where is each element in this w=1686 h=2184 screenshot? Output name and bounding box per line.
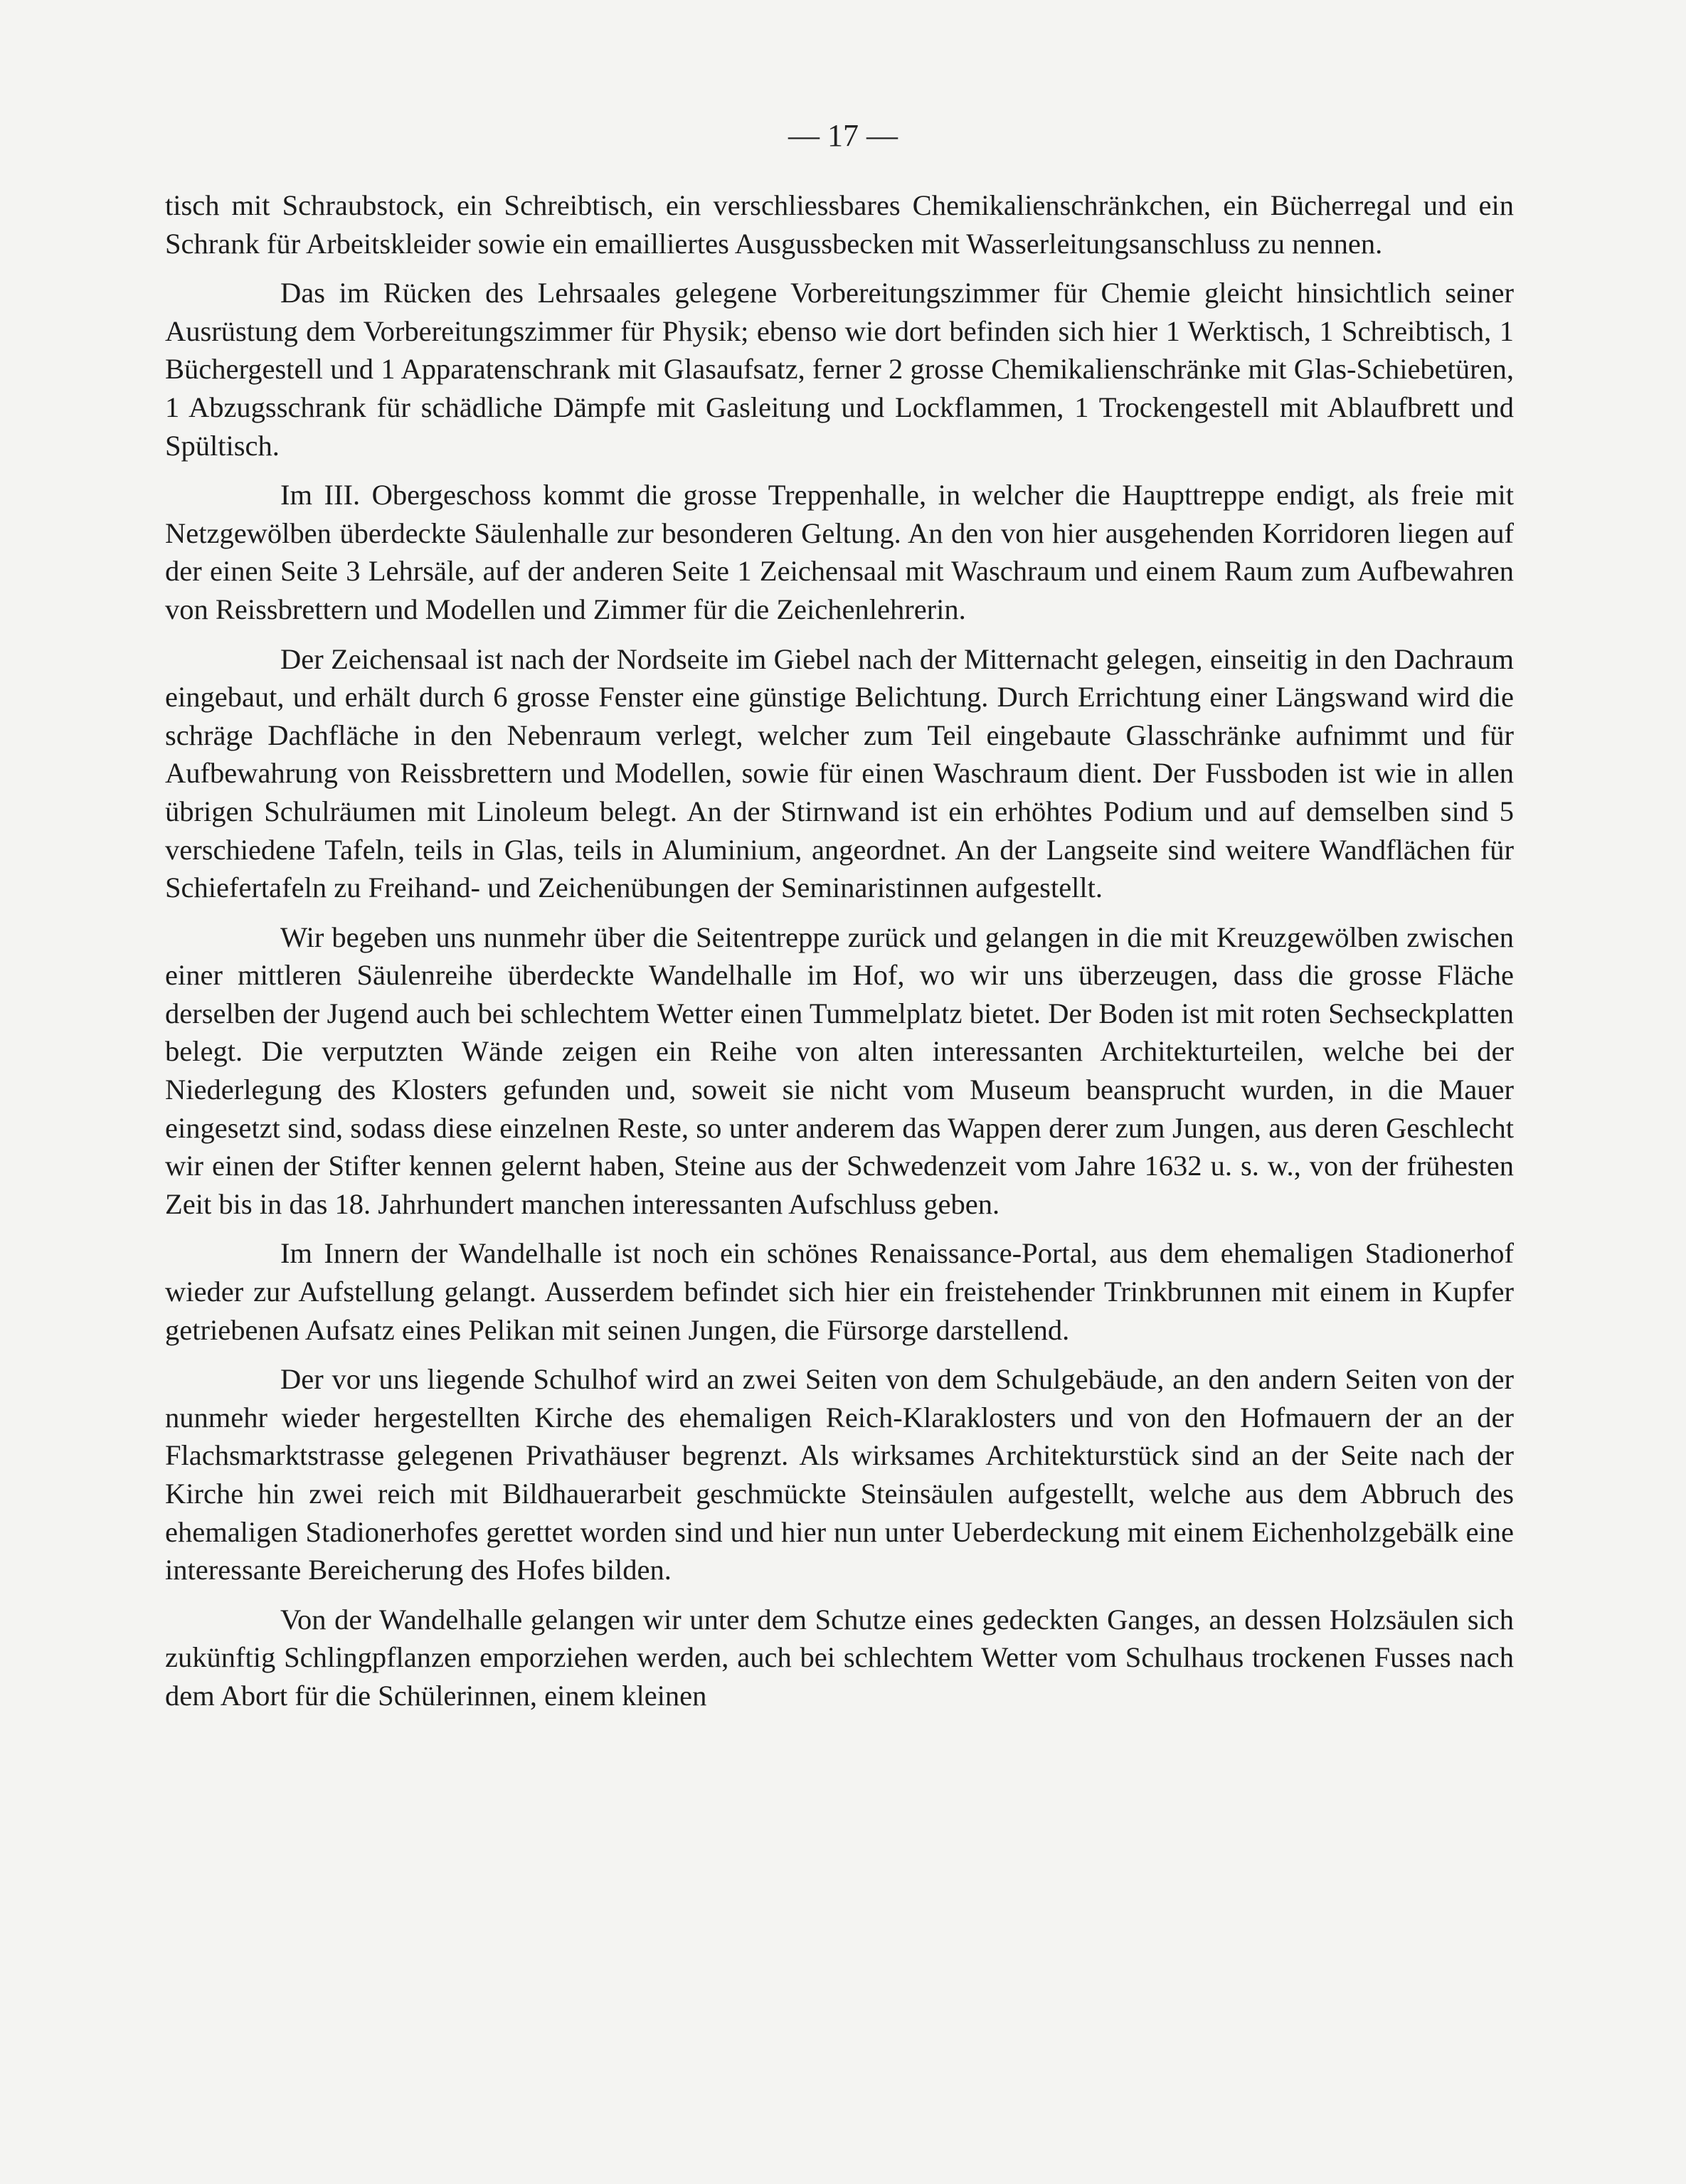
page-number: — 17 — (788, 118, 898, 153)
paragraph-renaissance-portal: Im Innern der Wandelhalle ist noch ein schönes Renaissance-Portal, aus dem ehemaligen Stadionerhof wieder zur Aufstellung gelangt. Ausserdem befindet sich hier ein freistehender Trinkbrunnen mit einem in Kupfer getriebenen Aufsatz eines Pelikan mit seinen Jungen, die Fürsorge darstellend. (165, 1237, 1514, 1346)
paragraph-continuation: tisch mit Schraubstock, ein Schreibtisch, ein verschliessbares Chemikalienschränkchen, ein Bücherregal und ein Schrank für Arbeitskleider sowie ein emailliertes Ausgussbecken mit Wasserleitungsanschluss zu nennen. (165, 189, 1514, 260)
body-text (165, 186, 1514, 1727)
paragraph-chemistry-prep-room: Das im Rücken des Lehrsaales gelegene Vorbereitungszimmer für Chemie gleicht hinsichtlich seiner Ausrüstung dem Vorbereitungszimmer für Physik; ebenso wie dort befinden sich hier 1 Werktisch, 1 Schreibtisch, 1 Büchergestell und 1 Apparatenschrank mit Glasaufsatz, ferner 2 grosse Chemikalienschränke mit Glas-Schiebetüren, 1 Abzugsschrank für schädliche Dämpfe mit Gasleitung und Lockflammen, 1 Trockengestell mit Ablaufbrett und Spültisch. (165, 277, 1514, 462)
paragraph-drawing-hall: Der Zeichensaal ist nach der Nordseite im Giebel nach der Mitternacht gelegen, einseitig in den Dachraum eingebaut, und erhält durch 6 grosse Fenster eine günstige Belichtung. Durch Errichtung einer Längswand wird die schräge Dachfläche in den Nebenraum verlegt, welcher zum Teil eingebaute Glasschränke aufnimmt und für Aufbewahrung von Reissbrettern und Modellen, sowie für einen Waschraum dient. Der Fussboden ist wie in allen übrigen Schulräumen mit Linoleum belegt. An der Stirnwand ist ein erhöhtes Podium und auf demselben sind 5 verschiedene Tafeln, teils in Glas, teils in Aluminium, angeordnet. An der Langseite sind weitere Wandflächen für Schiefertafeln zu Freihand- und Zeichenübungen der Seminaristinnen aufgestellt. (165, 642, 1514, 904)
paragraph-covered-passage: Von der Wandelhalle gelangen wir unter dem Schutze eines gedeckten Ganges, an dessen Holzsäulen sich zukünftig Schlingpflanzen emporziehen werden, auch bei schlechtem Wetter vom Schulhaus trockenen Fusses nach dem Abort für die Schülerinnen, einem kleinen (165, 1603, 1514, 1712)
paragraph-wandelhalle: Wir begeben uns nunmehr über die Seitentreppe zurück und gelangen in die mit Kreuzgewölben zwischen einer mittleren Säulenreihe überdeckte Wandelhalle im Hof, wo wir uns überzeugen, dass die grosse Fläche derselben der Jugend auch bei schlechtem Wetter einen Tummelplatz bietet. Der Boden ist mit roten Sechseckplatten belegt. Die verputzten Wände zeigen ein Reihe von alten interessanten Architekturteilen, welche bei der Niederlegung des Klosters gefunden und, soweit sie nicht vom Museum beansprucht wurden, in die Mauer eingesetzt sind, sodass diese einzelnen Reste, so unter anderem das Wappen derer zum Jungen, aus deren Geschlecht wir einen der Stifter kennen gelernt haben, Steine aus der Schwedenzeit vom Jahre 1632 u. s. w., von der frühesten Zeit bis in das 18. Jahrhundert manchen interessanten Aufschluss geben. (165, 921, 1514, 1220)
paragraph-third-floor: Im III. Obergeschoss kommt die grosse Treppenhalle, in welcher die Haupttreppe endigt, als freie mit Netzgewölben überdeckte Säulenhalle zur besonderen Geltung. An den von hier ausgehenden Korridoren liegen auf der einen Seite 3 Lehrsäle, auf der anderen Seite 1 Zeichensaal mit Waschraum und einem Raum zum Aufbewahren von Reissbrettern und Modellen und Zimmer für die Zeichenlehrerin. (165, 479, 1514, 625)
paragraph-schoolyard: Der vor uns liegende Schulhof wird an zwei Seiten von dem Schulgebäude, an den andern Seiten von der nunmehr wieder hergestellten Kirche des ehemaligen Reich-Klaraklosters und von den Hofmauern der an der Flachsmarktstrasse gelegenen Privathäuser begrenzt. Als wirksames Architekturstück sind an der Seite nach der Kirche hin zwei reich mit Bildhauerarbeit geschmückte Steinsäulen aufgestellt, welche aus dem Abbruch des ehemaligen Stadionerhofes gerettet worden sind und hier nun unter Ueberdeckung mit einem Eichenholzgebälk eine interessante Bereicherung des Hofes bilden. (165, 1363, 1514, 1586)
